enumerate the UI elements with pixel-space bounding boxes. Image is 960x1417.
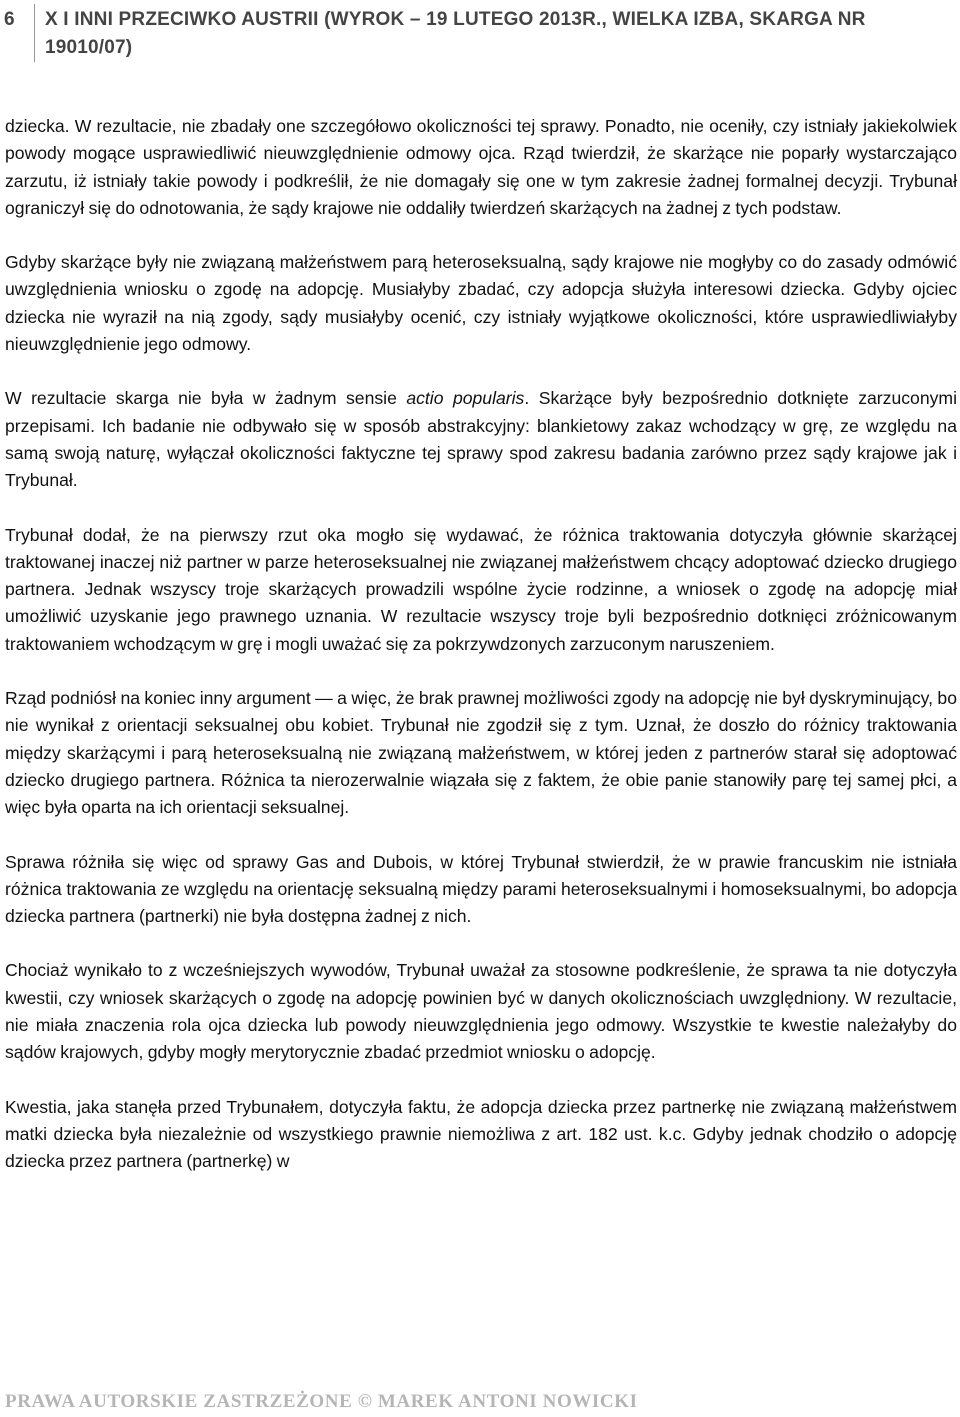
paragraph [5,385,957,494]
paragraph-text: dziecka. W rezultacie, nie zbadały one szczegółowo okoliczności tej sprawy. Ponadto, nie oceniły, czy istniały jakiekolwiek powody mogące usprawiedliwić nieuwzględnienie odmowy ojca. Rząd twierdził, że skarżące nie poparły wystarczająco zarzutu, iż istniały takie powody i podkreślił, że nie domagały się one w tym zakresie żadnej formalnej decyzji. Trybunał ograniczył się do odnotowania, że sądy krajowe nie oddaliły twierdzeń skarżących na żadnej z tych podstaw. [5,116,957,218]
paragraph-text: Sprawa różniła się więc od sprawy Gas and Dubois, w której Trybunał stwierdził, że w prawie francuskim nie istniała różnica traktowania ze względu na orientację seksualną między parami heteroseksualnymi i homoseksualnymi, bo adopcja dziecka partnera (partnerki) nie była dostępna żadnej z nich. [5,851,957,927]
paragraph [5,1094,957,1176]
document-body [5,113,957,1176]
copyright-footer: PRAWA AUTORSKIE ZASTRZEŻONE © MAREK ANTONI NOWICKI [5,1391,638,1412]
latin-term: actio popularis [406,388,525,409]
paragraph [5,685,957,821]
paragraph-text: Gdyby skarżące były nie związaną małżeństwem parą heteroseksualną, sądy krajowe nie mogłyby co do zasady odmówić uwzględnienia wniosku o zgodę na adopcję. Musiałyby zbadać, czy adopcja służyła interesowi dziecka. Gdyby ojciec dziecka nie wyraził na nią zgody, sądy musiałyby ocenić, czy istniały wyjątkowe okoliczności, które usprawiedliwiałyby nieuwzględnienie jego odmowy. [5,252,957,355]
paragraph-text: Chociaż wynikało to z wcześniejszych wywodów, Trybunał uważał za stosowne podkreślenie, że sprawa ta nie dotyczyła kwestii, czy wniosek skarżących o zgodę na adopcję powinien być w danych okolicznościach uwzględniony. W rezultacie, nie miała znaczenia rola ojca dziecka lub powody nieuwzględnienia jego odmowy. Wszystkie te kwestie należałyby do sądów krajowych, gdyby mogły merytorycznie zbadać przedmiot wniosku o adopcję. [5,960,957,1063]
paragraph [5,522,957,658]
paragraph [5,957,957,1066]
page-number: 6 [4,9,15,30]
paragraph [5,113,957,222]
paragraph-text: Kwestia, jaka stanęła przed Trybunałem, dotyczyła faktu, że adopcja dziecka przez partnerkę nie związaną małżeństwem matki dziecka była niezależnie od wszystkiego prawnie niemożliwa z art. 182 ust. k.c. Gdyby jednak chodziło o adopcję dziecka przez partnera (partnerkę) w [5,1096,957,1172]
page-header [4,4,956,64]
paragraph [5,849,957,931]
paragraph [5,249,957,358]
paragraph-text: . Skarżące były bezpośrednio dotknięte zarzuconymi przepisami. Ich badanie nie odbywało się w sposób abstrakcyjny: blankietowy zakaz wchodzący w grę, ze względu na samą swoją naturę, wyłączał okoliczności faktyczne tej sprawy spod zakresu badania zarówno przez sądy krajowe jak i Trybunał. [5,388,957,491]
running-header-title: X I INNI PRZECIWKO AUSTRII (WYROK – 19 LUTEGO 2013R., WIELKA IZBA, SKARGA NR 19010/07) [34,4,956,62]
paragraph-text: W rezultacie skarga nie była w żadnym sensie [5,388,407,409]
paragraph-text: Trybunał dodał, że na pierwszy rzut oka mogło się wydawać, że różnica traktowania dotyczyła głównie skarżącej traktowanej inaczej niż partner w parze heteroseksualnej nie związanej małżeństwem chcący adoptować dziecko drugiego partnera. Jednak wszyscy troje skarżących prowadzili wspólne życie rodzinne, a wniosek o zgodę na adopcję miał umożliwić uzyskanie jego prawnego uznania. W rezultacie wszyscy troje byli bezpośrednio dotknięci zróżnicowanym traktowaniem wchodzącym w grę i mogli uważać się za pokrzywdzonych zarzuconym naruszeniem. [5,524,957,654]
paragraph-text: Rząd podniósł na koniec inny argument — a więc, że brak prawnej możliwości zgody na adopcję nie był dyskryminujący, bo nie wynikał z orientacji seksualnej obu kobiet. Trybunał nie zgodził się z tym. Uznał, że doszło do różnicy traktowania między skarżącymi i parą heteroseksualną nie związaną małżeństwem, w której jeden z partnerów starał się adoptować dziecko drugiego partnera. Różnica ta nierozerwalnie wiązała się z faktem, że obie panie stanowiły parę tej samej płci, a więc była oparta na ich orientacji seksualnej. [5,688,957,818]
